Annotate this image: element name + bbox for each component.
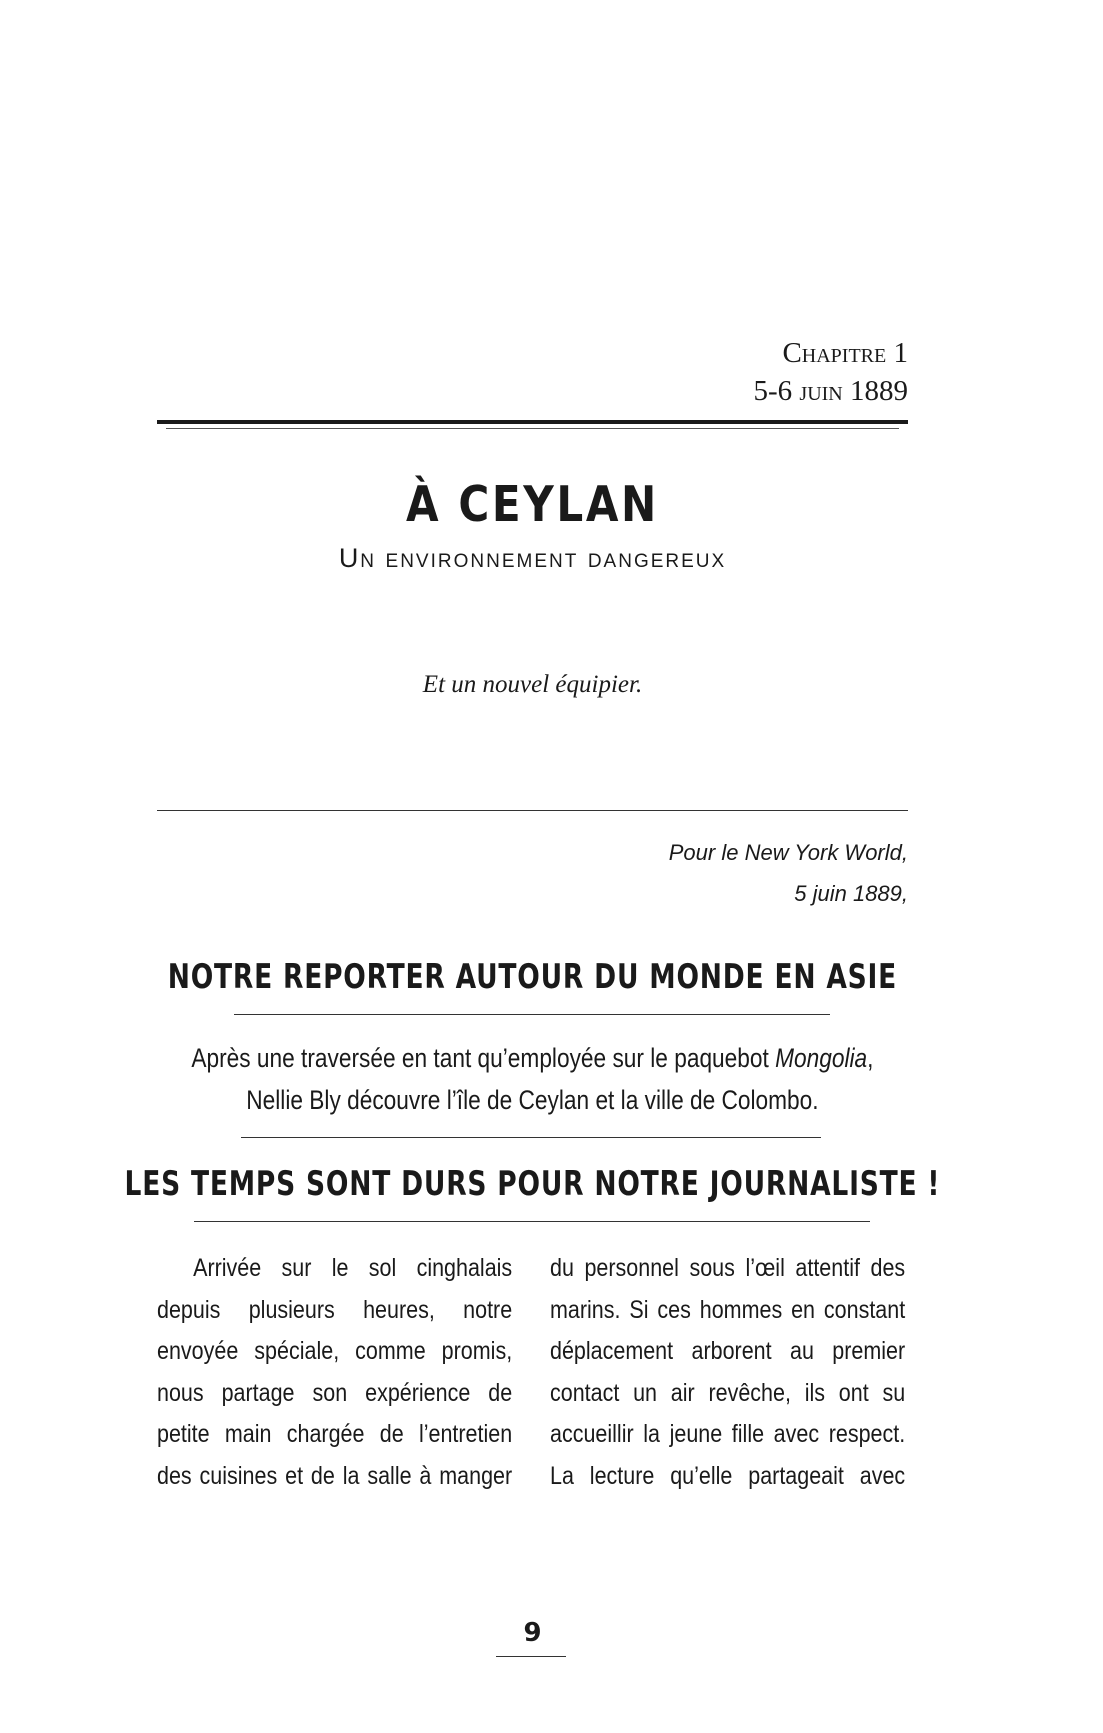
chapter-subtitle: Un environnement dangereux xyxy=(338,543,727,573)
page-number-underline xyxy=(496,1656,566,1657)
body-line: Arrivée sur le sol cinghalais xyxy=(193,1254,513,1282)
chapter-divider-thick xyxy=(157,420,908,424)
chapter-date: 5-6 juin 1889 xyxy=(753,375,908,407)
lead-line-1-text: Après une traversée en tant qu’employée sur le paquebot xyxy=(191,1043,776,1073)
chapter-divider-thin xyxy=(166,428,899,429)
headline-primary: NOTRE REPORTER AUTOUR DU MONDE EN ASIE xyxy=(167,957,898,997)
lead-line-1 xyxy=(85,1043,980,1074)
epigraph: Et un nouvel équipier. xyxy=(422,671,643,698)
headline-divider-3 xyxy=(194,1221,870,1222)
section-divider xyxy=(157,810,908,811)
byline-publication: Pour le New York World, xyxy=(668,840,908,865)
body-column-right xyxy=(550,1248,905,1498)
body-line: nous partage son expérience de xyxy=(157,1378,513,1407)
body-line: La lecture qu’elle partageait avec xyxy=(550,1461,906,1490)
body-line: contact un air revêche, ils ont su xyxy=(550,1378,906,1407)
body-line: du personnel sous l’œil attentif des xyxy=(550,1254,906,1282)
lead-line-2: Nellie Bly découvre l’île de Ceylan et la ville de Colombo. xyxy=(246,1085,819,1115)
chapter-title: À CEYLAN xyxy=(405,476,659,533)
body-line: marins. Si ces hommes en constant xyxy=(550,1295,906,1324)
lead-line-1-punct: , xyxy=(867,1043,874,1073)
headline-divider-1 xyxy=(234,1014,830,1015)
body-line: déplacement arborent au premier xyxy=(550,1337,906,1366)
byline-date: 5 juin 1889, xyxy=(794,881,908,906)
chapter-label: Chapitre 1 xyxy=(782,337,908,369)
ship-name: Mongolia xyxy=(775,1043,868,1073)
body-line: petite main chargée de l’entretien xyxy=(157,1420,513,1449)
body-column-left xyxy=(157,1248,512,1498)
body-line: depuis plusieurs heures, notre xyxy=(157,1295,513,1324)
body-line: accueillir la jeune fille avec respect. xyxy=(550,1420,906,1449)
body-line: des cuisines et de la salle à manger xyxy=(157,1461,513,1490)
body-line: envoyée spéciale, comme promis, xyxy=(157,1337,513,1366)
headline-divider-2 xyxy=(241,1137,821,1138)
page-number: 9 xyxy=(523,1618,542,1648)
headline-secondary: LES TEMPS SONT DURS POUR NOTRE JOURNALISTE ! xyxy=(124,1164,941,1204)
